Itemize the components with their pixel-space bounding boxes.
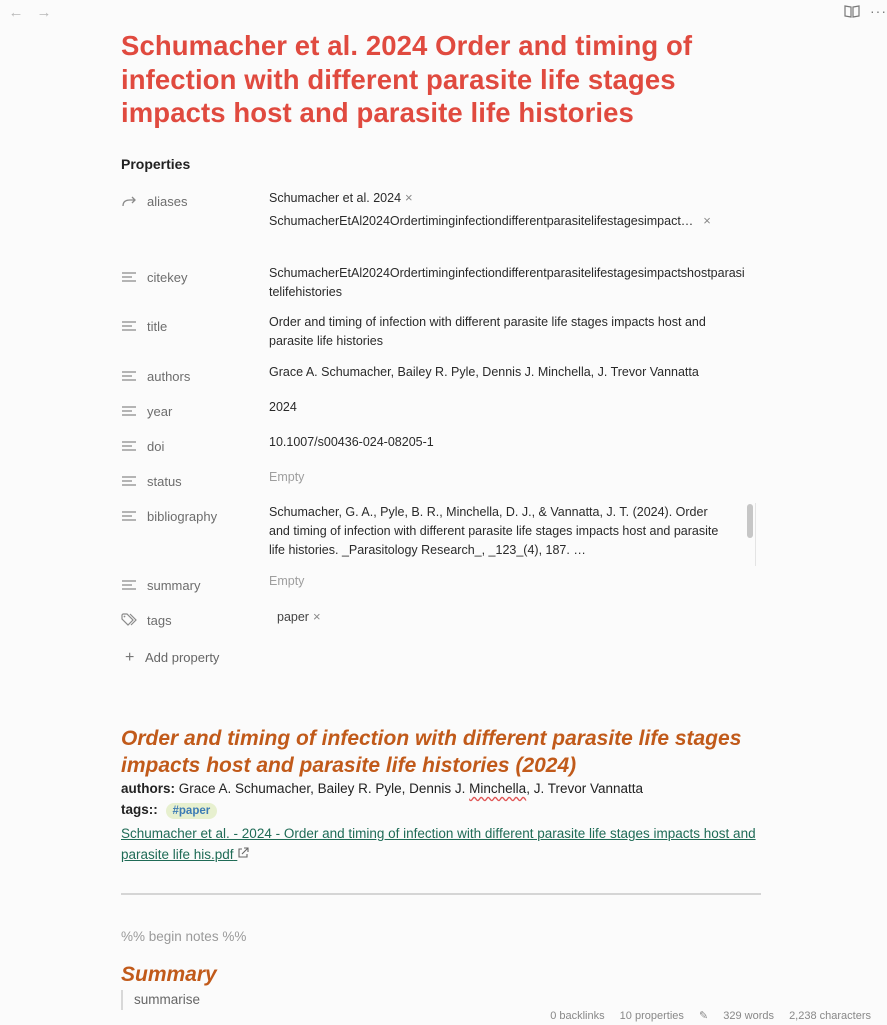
property-value-empty[interactable]: Empty [269, 470, 305, 484]
backlinks-count[interactable]: 0 backlinks [550, 1010, 605, 1022]
notes-marker[interactable]: %% begin notes %% [121, 929, 247, 944]
status-bar [538, 1009, 887, 1025]
authors-label: authors: [121, 781, 175, 796]
plus-icon: + [125, 649, 135, 666]
property-key[interactable]: aliases [147, 194, 188, 209]
property-value[interactable]: 10.1007/s00436-024-08205-1 [269, 435, 434, 449]
property-key[interactable]: status [147, 474, 182, 489]
book-open-icon[interactable] [844, 4, 862, 22]
tag-chip[interactable] [269, 607, 329, 627]
note-content [121, 29, 761, 1007]
text-lines-icon [121, 475, 139, 489]
property-value-empty[interactable]: Empty [269, 574, 305, 588]
text-lines-icon [121, 510, 139, 524]
property-value[interactable]: Schumacher, G. A., Pyle, B. R., Minchella, D. J., & Vannatta, J. T. (2024). Order and timing of infection with different parasite life stages impacts host and parasite life histories. _Parasitology Research_, _123_(4), 187. … [269, 505, 719, 557]
property-value[interactable]: SchumacherEtAl2024Ordertiminginfectiondifferentparasitelifestagesimpactshostparasitelifehistories [269, 266, 745, 299]
text-lines-icon [121, 579, 139, 593]
property-key[interactable]: authors [147, 369, 191, 384]
text-lines-icon [121, 370, 139, 384]
property-key[interactable]: citekey [147, 270, 188, 285]
add-property-label: Add property [145, 650, 220, 665]
authors-text: Grace A. Schumacher, Bailey R. Pyle, Dennis J. [178, 781, 466, 796]
arrow-right-icon[interactable]: → [36, 4, 52, 21]
summary-quote[interactable]: summarise [121, 990, 200, 1010]
pdf-link-text[interactable]: Schumacher et al. - 2024 - Order and timing of infection with different parasite life stages impacts host and parasite life his.pdf [121, 826, 756, 862]
property-value[interactable]: Order and timing of infection with different parasite life stages impacts host and parasite life histories [269, 315, 706, 348]
external-link-icon [237, 845, 249, 866]
authors-line[interactable] [121, 781, 643, 796]
hashtag-paper[interactable]: #paper [166, 803, 218, 819]
authors-text: , J. Trevor Vannatta [526, 781, 643, 796]
tags-icon [121, 613, 139, 627]
text-lines-icon [121, 271, 139, 285]
pencil-icon[interactable]: ✎ [698, 1010, 709, 1022]
scrollbar-track [755, 503, 756, 566]
property-value[interactable] [269, 188, 749, 231]
property-key[interactable]: summary [147, 578, 201, 593]
bibliography-scrollbar[interactable] [744, 503, 756, 566]
text-lines-icon [121, 405, 139, 419]
remove-alias-icon[interactable]: × [703, 213, 711, 228]
tags-label: tags:: [121, 802, 158, 817]
property-value[interactable]: Grace A. Schumacher, Bailey R. Pyle, Dennis J. Minchella, J. Trevor Vannatta [269, 365, 699, 379]
text-lines-icon [121, 440, 139, 454]
character-count: 2,238 characters [789, 1010, 871, 1022]
word-count: 329 words [723, 1010, 774, 1022]
add-property-button[interactable] [125, 649, 219, 667]
alias-text: SchumacherEtAl2024Ordertiminginfectiondifferentparasitelifestagesimpact… [269, 214, 694, 228]
property-key[interactable]: doi [147, 439, 165, 454]
property-value[interactable] [269, 607, 749, 627]
alias-text: Schumacher et al. 2024 [269, 191, 402, 205]
alias-chip [269, 211, 749, 231]
scrollbar-thumb[interactable] [747, 504, 753, 538]
more-options-icon[interactable]: ··· [870, 3, 887, 19]
property-key[interactable]: title [147, 319, 168, 334]
property-key[interactable]: bibliography [147, 509, 218, 524]
top-bar [0, 0, 887, 26]
alias-chip [269, 188, 749, 208]
tag-text: paper [277, 610, 309, 624]
remove-tag-icon[interactable]: × [312, 609, 321, 624]
summary-heading[interactable]: Summary [121, 963, 217, 986]
tags-line[interactable] [121, 802, 217, 819]
alias-arrow-icon [121, 195, 139, 209]
properties-heading[interactable]: Properties [121, 156, 191, 172]
misspelled-word[interactable]: Minchella [469, 781, 527, 796]
note-title[interactable]: Schumacher et al. 2024 Order and timing of infection with different parasite life stages impacts host and parasite life histories [121, 30, 693, 128]
remove-alias-icon[interactable]: × [405, 190, 413, 205]
pdf-link[interactable] [121, 823, 761, 866]
divider [121, 893, 761, 895]
property-value[interactable]: 2024 [269, 400, 297, 414]
text-lines-icon [121, 320, 139, 334]
property-key[interactable]: tags [147, 613, 172, 628]
body-heading[interactable]: Order and timing of infection with different parasite life stages impacts host and parasite life histories (2024) [121, 727, 742, 777]
properties-count: 10 properties [619, 1010, 684, 1022]
arrow-left-icon[interactable]: ← [8, 4, 24, 21]
property-key[interactable]: year [147, 404, 173, 419]
